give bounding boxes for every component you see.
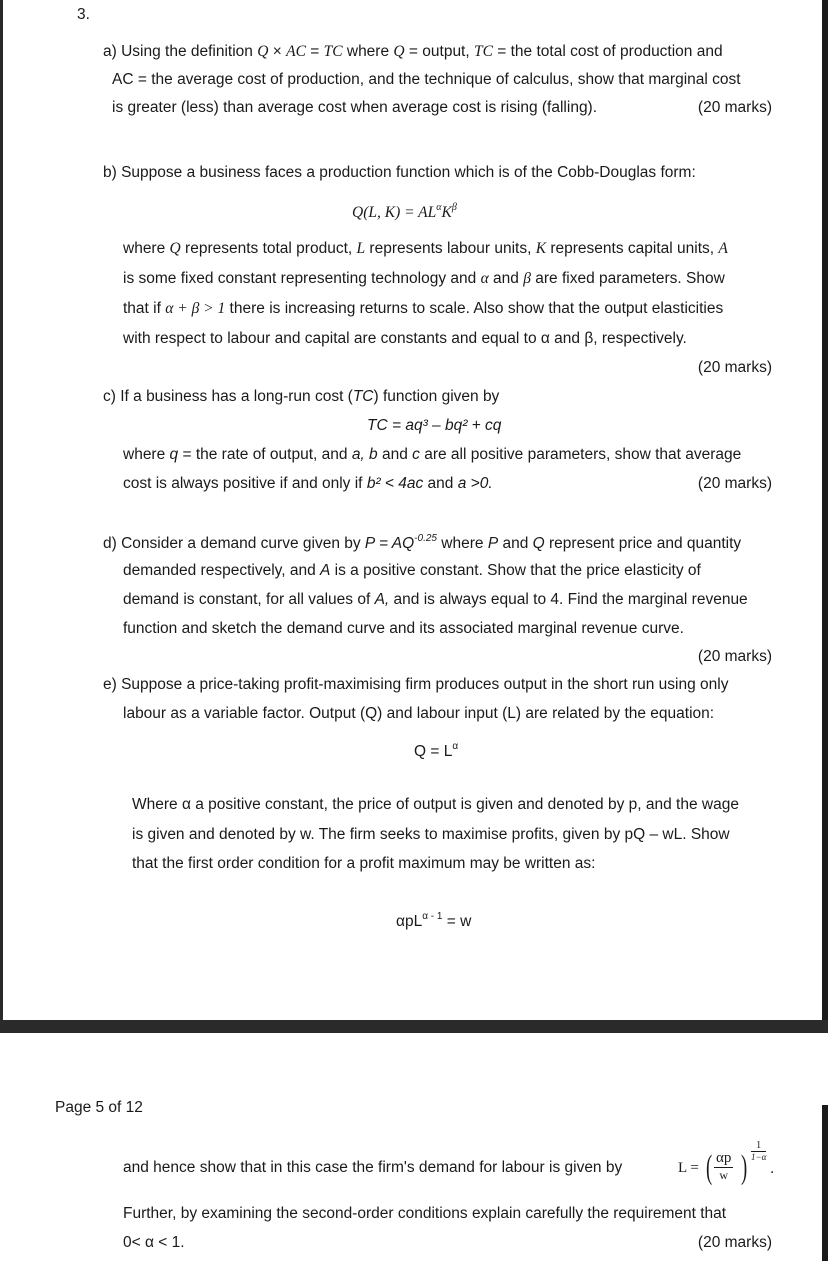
alpha-exponent: α bbox=[452, 741, 459, 752]
part-e-para-3: that the first order condition for a profit maximum may be written as: bbox=[132, 855, 596, 872]
var-l: L bbox=[356, 240, 366, 257]
right-edge-shadow-lower bbox=[822, 1105, 828, 1261]
text: and bbox=[498, 535, 533, 552]
text: represents capital units, bbox=[546, 240, 719, 257]
var-q: Q bbox=[393, 43, 405, 60]
text: = the average cost of production, and the technique of calculus, show that marginal cost bbox=[133, 71, 741, 88]
text: represents total product, bbox=[180, 240, 357, 257]
text: are all positive parameters, show that average bbox=[419, 446, 742, 463]
text: where bbox=[342, 43, 394, 60]
text: ) function given by bbox=[373, 388, 500, 405]
right-edge-shadow bbox=[822, 0, 828, 1020]
left-paren: ( bbox=[706, 1149, 713, 1186]
text: and bbox=[377, 446, 413, 463]
cost-function-formula: TC = aq³ – bq² + cq bbox=[367, 417, 502, 434]
demand-exponent: -0.25 bbox=[414, 533, 437, 544]
fraction bbox=[714, 1150, 733, 1183]
part-a-marks: (20 marks) bbox=[697, 99, 772, 116]
text: and bbox=[488, 270, 524, 287]
text: demanded respectively, and bbox=[123, 562, 321, 579]
part-d-marks: (20 marks) bbox=[697, 648, 772, 665]
times: × bbox=[268, 43, 287, 60]
text: that if bbox=[123, 300, 166, 317]
alpha-exponent: α bbox=[436, 202, 442, 213]
text: and is always equal to 4. Find the marginal revenue bbox=[389, 591, 748, 608]
returns-condition: α + β > 1 bbox=[165, 300, 226, 317]
part-b-line-4: with respect to labour and capital are constants and equal to α and β, respectively. bbox=[123, 330, 687, 347]
page-divider bbox=[0, 1020, 828, 1033]
part-d-line-1 bbox=[103, 533, 741, 553]
part-d-line-2 bbox=[123, 562, 701, 580]
var-tc: TC bbox=[323, 43, 343, 60]
part-e-line-1: e) Suppose a price-taking profit-maximising firm produces output in the short run using only bbox=[103, 676, 729, 693]
question-number: 3. bbox=[77, 6, 90, 23]
right-paren: ) bbox=[741, 1149, 748, 1186]
foc-base: αpL bbox=[396, 913, 423, 930]
text: demand is constant, for all values of bbox=[123, 591, 375, 608]
l-equals: L = bbox=[678, 1160, 699, 1176]
part-d-line-4: function and sketch the demand curve and its associated marginal revenue curve. bbox=[123, 620, 684, 637]
period: . bbox=[770, 1160, 775, 1177]
var-p: P bbox=[487, 535, 499, 552]
exponent-denominator: 1−α bbox=[751, 1152, 767, 1162]
var-k: K bbox=[441, 204, 452, 221]
var-alpha: α bbox=[480, 270, 489, 287]
exponent-fraction bbox=[751, 1140, 766, 1163]
text: where bbox=[123, 446, 170, 463]
cobb-douglas-formula bbox=[352, 202, 457, 222]
var-ab: a, b bbox=[351, 446, 378, 463]
demand-equation: P = AQ bbox=[364, 535, 415, 552]
fraction-numerator: αp bbox=[716, 1150, 732, 1166]
part-c-line-1 bbox=[123, 446, 741, 464]
text: = the rate of output, and bbox=[178, 446, 352, 463]
text: a) Using the definition bbox=[103, 43, 258, 60]
part-d-line-3 bbox=[123, 591, 748, 609]
part-c-intro bbox=[103, 388, 499, 406]
continuation-marks: (20 marks) bbox=[697, 1234, 772, 1251]
var-q: Q bbox=[169, 240, 181, 257]
text: where bbox=[436, 535, 488, 552]
part-a-line-2 bbox=[112, 71, 741, 89]
text: represent price and quantity bbox=[544, 535, 742, 552]
first-order-condition bbox=[396, 911, 471, 931]
var-tc: TC bbox=[473, 43, 493, 60]
equals: = bbox=[305, 43, 324, 60]
exponent-numerator: 1 bbox=[751, 1140, 766, 1152]
text: is some fixed constant representing technology and bbox=[123, 270, 481, 287]
text: where bbox=[123, 240, 170, 257]
var-beta: β bbox=[523, 270, 531, 287]
continuation-line-3: 0< α < 1. bbox=[123, 1234, 185, 1251]
var-ac: AC bbox=[286, 43, 306, 60]
var-tc: TC bbox=[352, 388, 374, 405]
text: is a positive constant. Show that the price elasticity of bbox=[330, 562, 701, 579]
text: = output, bbox=[404, 43, 474, 60]
var-a: A, bbox=[374, 591, 390, 608]
fraction-denominator: w bbox=[719, 1168, 729, 1182]
foc-exponent: α - 1 bbox=[422, 911, 443, 922]
continuation-line-2: Further, by examining the second-order conditions explain carefully the requirement that bbox=[123, 1205, 727, 1222]
var-q: Q bbox=[257, 43, 269, 60]
var-k: K bbox=[535, 240, 547, 257]
text: cost is always positive if and only if bbox=[123, 475, 367, 492]
text: c) If a business has a long-run cost ( bbox=[103, 388, 353, 405]
formula-lhs: Q(L, K) = AL bbox=[352, 204, 437, 221]
production-equation bbox=[414, 741, 458, 761]
beta-exponent: β bbox=[451, 202, 457, 213]
var-a: A bbox=[718, 240, 728, 257]
var-q: q bbox=[169, 446, 179, 463]
condition-2: a >0. bbox=[457, 475, 493, 492]
condition-1: b² < 4ac bbox=[366, 475, 424, 492]
var-c: c bbox=[412, 446, 420, 463]
part-c-marks: (20 marks) bbox=[697, 475, 772, 492]
part-b-intro: b) Suppose a business faces a production function which is of the Cobb-Douglas form: bbox=[103, 164, 696, 181]
part-b-line-3 bbox=[123, 300, 723, 318]
text: are fixed parameters. Show bbox=[530, 270, 725, 287]
var-a: A bbox=[320, 562, 331, 579]
part-e-line-2: labour as a variable factor. Output (Q) and labour input (L) are related by the equation: bbox=[123, 705, 715, 722]
left-edge-shadow bbox=[0, 0, 3, 1020]
part-a-line-1 bbox=[103, 43, 723, 61]
part-b-line-2 bbox=[123, 270, 725, 288]
var-q: Q bbox=[532, 535, 545, 552]
part-b-line-1 bbox=[123, 240, 728, 258]
text: d) Consider a demand curve given by bbox=[103, 535, 365, 552]
foc-rhs: = w bbox=[442, 913, 472, 930]
page-number: Page 5 of 12 bbox=[55, 1099, 143, 1116]
var-ac: AC bbox=[112, 71, 134, 88]
part-e-para-2: is given and denoted by w. The firm seeks to maximise profits, given by pQ – wL. Show bbox=[132, 826, 730, 843]
text: and bbox=[423, 475, 458, 492]
text: represents labour units, bbox=[365, 240, 536, 257]
continuation-line-1: and hence show that in this case the firm's demand for labour is given by bbox=[123, 1159, 623, 1176]
equation-base: Q = L bbox=[414, 743, 453, 760]
text: there is increasing returns to scale. Also show that the output elasticities bbox=[225, 300, 724, 317]
part-e-para-1: Where α a positive constant, the price of output is given and denoted by p, and the wage bbox=[132, 796, 739, 813]
part-b-marks: (20 marks) bbox=[697, 359, 772, 376]
part-a-line-3: is greater (less) than average cost when average cost is rising (falling). bbox=[112, 99, 598, 116]
part-c-line-2 bbox=[123, 475, 493, 493]
text: = the total cost of production and bbox=[492, 43, 723, 60]
